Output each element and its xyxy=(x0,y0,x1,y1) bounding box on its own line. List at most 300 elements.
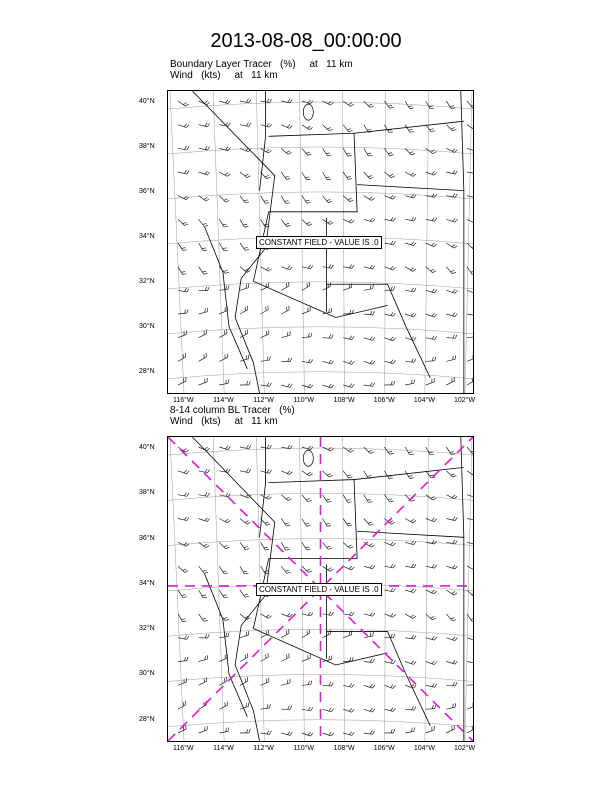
longitude-tick-label: 106°W xyxy=(373,745,395,752)
wind-barb xyxy=(405,661,416,665)
wind-barb xyxy=(426,614,436,620)
wind-barb xyxy=(405,589,416,593)
latitude-gridline xyxy=(168,327,473,334)
boundary-line xyxy=(461,437,464,741)
wind-barb xyxy=(364,196,375,201)
wind-barb xyxy=(467,147,473,151)
wind-barb xyxy=(302,612,313,616)
wind-barb xyxy=(281,196,289,204)
longitude-tick-label: 112°W xyxy=(253,397,274,404)
wind-barb xyxy=(261,99,272,103)
wind-barb xyxy=(302,148,312,155)
wind-barb xyxy=(467,494,473,498)
wind-barb xyxy=(426,636,437,640)
wind-barb xyxy=(405,288,416,292)
wind-barb xyxy=(199,196,210,201)
wind-barb xyxy=(467,194,473,198)
wind-barb xyxy=(405,447,414,455)
wind-barb xyxy=(199,614,208,621)
plot-title: 2013-08-08_00:00:00 xyxy=(210,30,402,52)
wind-barb xyxy=(219,701,227,709)
wind-barb xyxy=(178,267,187,275)
wind-barb xyxy=(240,267,250,273)
wind-barb xyxy=(323,682,334,686)
wind-barb xyxy=(219,243,228,251)
wind-barb xyxy=(467,637,473,641)
wind-barb xyxy=(467,566,473,570)
wind-barb xyxy=(323,732,334,736)
wind-barb xyxy=(240,123,251,127)
wind-barb xyxy=(199,542,210,547)
wind-barb xyxy=(240,381,250,385)
latitude-tick-label: 36°N xyxy=(139,187,155,195)
longitude-tick-label: 114°W xyxy=(213,745,234,752)
wind-barb xyxy=(302,629,310,637)
wind-barb xyxy=(302,542,311,550)
panel-2-wind-label: Wind (kts) at 11 km xyxy=(170,416,278,427)
wind-barb xyxy=(199,566,208,573)
wind-barb xyxy=(219,196,229,202)
wind-barb xyxy=(384,217,395,221)
wind-barb xyxy=(467,659,473,663)
lake-outline xyxy=(303,104,313,120)
wind-barb xyxy=(384,660,395,664)
wind-barb xyxy=(446,517,457,521)
wind-barb xyxy=(323,196,332,203)
wind-barb xyxy=(446,614,456,621)
longitude-tick-label: 106°W xyxy=(373,397,395,404)
latitude-tick-label: 32°N xyxy=(139,625,155,633)
wind-barb xyxy=(240,729,250,733)
wind-barb xyxy=(446,637,457,641)
wind-barb xyxy=(261,356,271,361)
boundary-line xyxy=(357,185,464,191)
constant-field-message: CONSTANT FIELD - VALUE IS .0 xyxy=(256,236,382,249)
wind-barb xyxy=(343,495,351,503)
wind-barb xyxy=(199,378,208,385)
wind-barb xyxy=(405,635,416,639)
wind-barb xyxy=(343,708,354,712)
latitude-tick-label: 30°N xyxy=(139,670,155,678)
wind-barb xyxy=(343,519,352,526)
wind-barb xyxy=(467,702,473,709)
wind-barb xyxy=(199,518,210,522)
wind-barb xyxy=(384,241,395,245)
wind-barb xyxy=(426,705,436,709)
wind-barb xyxy=(323,708,334,712)
wind-barb xyxy=(467,447,473,454)
panel-1-field-label: Boundary Layer Tracer (%) at 11 km xyxy=(170,59,353,70)
wind-barb xyxy=(384,685,395,689)
wind-barb xyxy=(343,683,354,687)
wind-barb xyxy=(219,379,229,385)
longitude-tick-label: 114°W xyxy=(213,397,234,404)
wind-barb xyxy=(281,706,292,710)
wind-barb xyxy=(364,612,375,616)
wind-barb xyxy=(405,358,416,362)
wind-barb xyxy=(323,219,334,224)
wind-barb xyxy=(261,653,269,661)
latitude-tick-label: 38°N xyxy=(139,142,155,150)
wind-barb xyxy=(467,219,473,223)
wind-barb xyxy=(281,306,289,314)
wind-barb xyxy=(240,653,248,661)
wind-barb xyxy=(240,243,249,250)
wind-barb xyxy=(240,469,251,473)
wind-barb xyxy=(343,542,353,548)
wind-barb xyxy=(281,653,289,661)
wind-barb xyxy=(364,172,374,179)
wind-barb xyxy=(199,655,208,661)
wind-barb xyxy=(240,631,249,638)
latitude-tick-label: 40°N xyxy=(139,98,155,105)
wind-barb xyxy=(426,289,437,293)
wind-barb xyxy=(426,313,437,317)
wind-barb xyxy=(178,701,186,709)
wind-barb xyxy=(240,677,248,685)
wind-barb xyxy=(405,242,416,246)
wind-barb xyxy=(302,196,311,204)
wind-barb xyxy=(199,123,210,127)
wind-barb xyxy=(446,703,455,709)
wind-barb xyxy=(281,219,290,226)
wind-barb xyxy=(446,218,457,222)
wind-barb xyxy=(219,354,227,362)
map-panel-2 xyxy=(167,436,474,742)
latitude-tick-label: 30°N xyxy=(139,322,155,330)
wind-barb xyxy=(405,125,414,133)
wind-barb xyxy=(178,657,188,662)
wind-barb xyxy=(364,495,373,503)
wind-barb xyxy=(446,289,457,293)
wind-barb xyxy=(426,243,437,247)
wind-barb xyxy=(384,707,395,711)
longitude-gridline xyxy=(385,91,386,393)
longitude-tick-label: 104°W xyxy=(413,745,435,752)
wind-barb xyxy=(240,306,248,314)
wind-barb xyxy=(261,196,270,204)
wind-barb xyxy=(405,706,416,710)
wind-barb xyxy=(281,542,289,550)
wind-barb xyxy=(178,219,188,225)
wind-barb xyxy=(384,172,394,178)
longitude-gridline xyxy=(465,91,472,393)
wind-barb xyxy=(240,219,248,227)
wind-barb xyxy=(240,99,251,103)
wind-barb xyxy=(323,656,332,662)
wind-barb xyxy=(384,588,395,592)
wind-barb xyxy=(323,264,334,268)
wind-barb xyxy=(426,171,437,175)
wind-barb xyxy=(261,704,271,709)
longitude-tick-label: 116°W xyxy=(173,397,194,404)
boundary-line xyxy=(192,91,274,248)
wind-barb xyxy=(281,125,292,129)
wind-barb xyxy=(323,495,332,503)
wind-barb xyxy=(261,542,270,550)
wind-barb xyxy=(343,148,351,156)
boundary-line xyxy=(461,91,464,393)
wind-barb xyxy=(281,331,290,337)
longitude-gridline xyxy=(213,437,224,741)
wind-barb xyxy=(405,471,414,479)
wind-barb xyxy=(178,614,187,622)
wind-barb xyxy=(323,148,332,156)
wind-barb xyxy=(384,542,395,546)
wind-barb xyxy=(343,172,352,179)
wind-barb xyxy=(364,285,374,291)
wind-barb xyxy=(302,359,313,363)
wind-barb xyxy=(343,657,353,661)
wind-barb xyxy=(384,312,395,316)
wind-barb xyxy=(323,471,333,477)
wind-barb xyxy=(405,379,415,385)
wind-barb xyxy=(261,566,270,574)
longitude-gridline xyxy=(213,91,224,393)
panel-2-field-label: 8-14 column BL Tracer (%) xyxy=(170,405,295,416)
wind-barb xyxy=(219,100,230,104)
wind-barb xyxy=(178,492,189,496)
wind-barb xyxy=(446,170,457,174)
wind-barb xyxy=(302,219,312,225)
wind-barb xyxy=(302,471,313,476)
wind-barb xyxy=(405,313,416,317)
wind-barb xyxy=(446,682,457,686)
wind-barb xyxy=(281,566,290,573)
wind-barb xyxy=(240,172,250,178)
wind-barb xyxy=(261,123,272,127)
latitude-tick-label: 28°N xyxy=(139,367,155,375)
lake-outline xyxy=(303,450,313,466)
wind-barb xyxy=(302,519,311,527)
latitude-tick-label: 34°N xyxy=(139,232,155,240)
longitude-tick-label: 110°W xyxy=(293,397,314,404)
wind-barb xyxy=(219,566,228,574)
wind-barb xyxy=(364,311,375,315)
wind-barb xyxy=(178,566,188,572)
wind-barb xyxy=(364,730,375,734)
wind-barb xyxy=(384,148,393,155)
latitude-tick-label: 40°N xyxy=(139,444,155,451)
longitude-tick-label: 102°W xyxy=(453,397,476,404)
wind-barb xyxy=(178,146,189,150)
wind-barb xyxy=(384,564,395,568)
wind-barb xyxy=(405,519,416,523)
wind-barb xyxy=(199,634,210,638)
wind-barb xyxy=(343,732,354,736)
wind-barb xyxy=(323,519,332,527)
latitude-gridline xyxy=(168,147,473,154)
wind-barb xyxy=(261,267,272,271)
wind-barb xyxy=(343,566,354,570)
wind-barb xyxy=(178,124,189,128)
wind-barb xyxy=(199,701,207,709)
longitude-gridline xyxy=(465,437,472,741)
wind-barb xyxy=(343,447,354,452)
wind-barb xyxy=(178,470,189,474)
wind-barb xyxy=(178,635,189,639)
wind-barb xyxy=(281,679,290,685)
latitude-tick-label: 34°N xyxy=(139,579,155,587)
wind-barb xyxy=(343,361,354,365)
wind-barb xyxy=(384,337,395,341)
wind-barb xyxy=(240,445,251,449)
wind-barb xyxy=(343,471,352,478)
wind-barb xyxy=(199,590,207,598)
wind-barb xyxy=(199,353,207,361)
wind-barb xyxy=(178,517,189,521)
constant-field-message: CONSTANT FIELD - VALUE IS .0 xyxy=(256,583,382,596)
wind-barb xyxy=(281,172,290,179)
wind-barb xyxy=(199,171,210,175)
wind-barb xyxy=(343,612,354,616)
wind-barb xyxy=(219,306,227,314)
wind-barb xyxy=(426,683,437,687)
wind-barb xyxy=(467,377,473,385)
wind-barb xyxy=(323,125,333,131)
wind-barb xyxy=(261,306,269,314)
wind-barb xyxy=(405,614,416,619)
wind-barb xyxy=(364,708,375,712)
wind-barb xyxy=(405,172,416,176)
longitude-tick-label: 112°W xyxy=(253,745,274,752)
wind-barb xyxy=(240,590,249,597)
wind-barb xyxy=(302,282,310,290)
wind-barb xyxy=(281,358,292,362)
wind-barb xyxy=(199,219,208,226)
wind-barb xyxy=(426,378,435,385)
wind-barb xyxy=(302,384,313,388)
wind-barb xyxy=(261,330,269,338)
wind-barb xyxy=(364,565,375,569)
wind-barb xyxy=(343,196,353,202)
wind-barb xyxy=(302,707,313,711)
boundary-line xyxy=(253,212,387,318)
wind-barb xyxy=(405,217,416,221)
wind-barb xyxy=(364,519,374,526)
wind-barb xyxy=(219,519,230,523)
wind-barb xyxy=(219,677,227,685)
wind-barb xyxy=(384,729,394,733)
wind-barb xyxy=(467,101,473,108)
wind-barb xyxy=(302,732,313,736)
wind-barb xyxy=(261,383,272,387)
wind-barb xyxy=(281,629,289,637)
wind-barb xyxy=(261,614,272,618)
wind-barb xyxy=(219,590,228,598)
wind-barb xyxy=(178,309,188,314)
wind-barb xyxy=(426,447,434,455)
wind-barb xyxy=(261,445,272,449)
wind-barb xyxy=(364,148,373,156)
wind-barb xyxy=(302,172,311,180)
latitude-tick-label: 32°N xyxy=(139,277,155,285)
wind-barb xyxy=(426,357,436,361)
wind-barb xyxy=(364,265,375,269)
wind-barb xyxy=(281,495,291,501)
boundary-line xyxy=(260,91,266,191)
wind-barb xyxy=(446,334,457,338)
wind-barb xyxy=(426,267,436,273)
wind-barb xyxy=(446,243,457,248)
wind-barb xyxy=(240,542,249,549)
wind-barb xyxy=(199,267,208,274)
wind-barb xyxy=(467,125,473,130)
wind-barb xyxy=(178,353,186,361)
wind-barb xyxy=(323,447,334,451)
wind-barb xyxy=(343,336,354,340)
wind-barb xyxy=(323,308,332,314)
wind-barb xyxy=(219,654,227,662)
wind-barb xyxy=(343,101,354,106)
wind-barb xyxy=(219,172,230,176)
wind-barb xyxy=(364,360,375,364)
wind-barb xyxy=(446,660,457,664)
wind-barb xyxy=(364,218,375,222)
wind-barb xyxy=(178,377,186,385)
wind-barb xyxy=(281,266,292,270)
wind-barb xyxy=(384,495,393,502)
wind-barb xyxy=(281,384,292,388)
wind-barb xyxy=(405,267,416,272)
latitude-tick-label: 38°N xyxy=(139,489,155,497)
wind-barb xyxy=(261,731,272,735)
wind-barb xyxy=(467,471,473,476)
longitude-gridline xyxy=(385,437,386,741)
wind-barb xyxy=(364,101,374,107)
wind-barb xyxy=(281,732,292,736)
latitude-gridline xyxy=(168,282,473,289)
wind-barb xyxy=(261,219,270,227)
wind-barb xyxy=(426,336,437,340)
wind-barb xyxy=(446,267,456,274)
wind-barb xyxy=(261,148,272,153)
wind-barb xyxy=(343,219,354,223)
wind-barb xyxy=(446,565,457,569)
wind-barb xyxy=(199,243,207,251)
wind-barb xyxy=(405,101,414,109)
wind-barb xyxy=(240,614,250,620)
wind-barb xyxy=(219,727,229,733)
wind-barb xyxy=(199,726,208,733)
wind-barb xyxy=(178,330,186,337)
wind-barb xyxy=(281,471,292,475)
wind-barb xyxy=(302,265,313,269)
wind-barb xyxy=(426,101,434,109)
map-panel-1 xyxy=(167,90,474,394)
boundary-line xyxy=(327,284,431,378)
wind-barb xyxy=(364,447,374,453)
wind-barb xyxy=(446,725,454,733)
wind-barb xyxy=(364,337,375,341)
wind-barb xyxy=(446,355,455,361)
longitude-tick-label: 116°W xyxy=(173,745,194,752)
longitude-tick-label: 108°W xyxy=(333,745,355,752)
wind-barb xyxy=(261,519,271,526)
wind-barb xyxy=(467,354,473,361)
wind-barb xyxy=(302,125,313,130)
wind-barb xyxy=(323,566,334,571)
wind-barb xyxy=(446,471,456,477)
wind-barb xyxy=(323,384,334,388)
boundary-line xyxy=(260,437,266,537)
longitude-gridline xyxy=(170,91,184,393)
wind-barb xyxy=(384,266,395,270)
wind-barb xyxy=(364,659,375,663)
wind-barb xyxy=(467,725,473,733)
panel-1-wind-label: Wind (kts) at 11 km xyxy=(170,70,278,81)
wind-barb xyxy=(323,612,334,616)
